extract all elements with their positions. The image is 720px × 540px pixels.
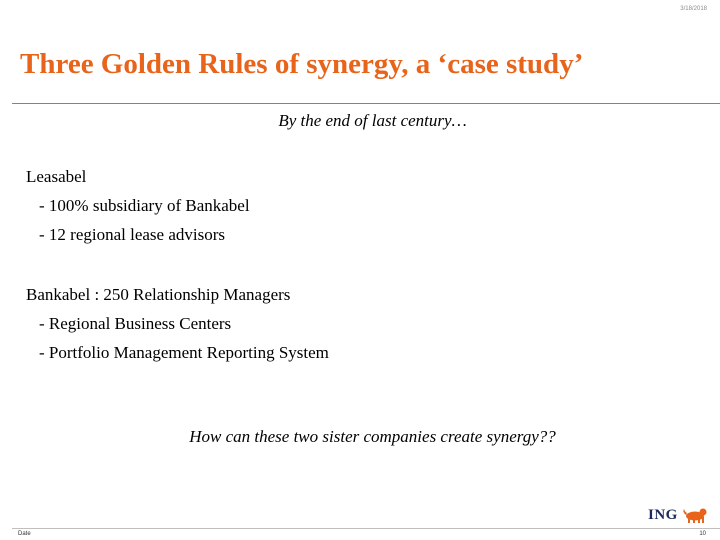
- leasabel-item: - 12 regional lease advisors: [39, 225, 225, 244]
- footer-date-label: Date: [18, 531, 31, 537]
- lion-icon: [681, 507, 709, 523]
- ing-logo: [648, 505, 709, 525]
- ing-logo-text: ING: [648, 506, 678, 523]
- bankabel-item: - Regional Business Centers: [39, 314, 232, 333]
- bankabel-heading: Bankabel : 250 Relationship Managers: [26, 285, 291, 304]
- title-divider: [12, 103, 720, 104]
- bankabel-item: - Portfolio Management Reporting System: [39, 343, 329, 362]
- leasabel-block: [26, 162, 250, 249]
- leasabel-item: - 100% subsidiary of Bankabel: [39, 196, 250, 215]
- slide-subtitle: By the end of last century…: [278, 111, 467, 130]
- bankabel-block: [26, 280, 329, 367]
- footer-divider: [12, 528, 720, 529]
- synergy-question: How can these two sister companies create synergy??: [189, 427, 556, 446]
- page-number: 10: [699, 531, 706, 537]
- leasabel-heading: Leasabel: [26, 167, 87, 186]
- slide-title: Three Golden Rules of synergy, a ‘case study’: [20, 48, 584, 80]
- header-date: 3/18/2018: [680, 6, 707, 12]
